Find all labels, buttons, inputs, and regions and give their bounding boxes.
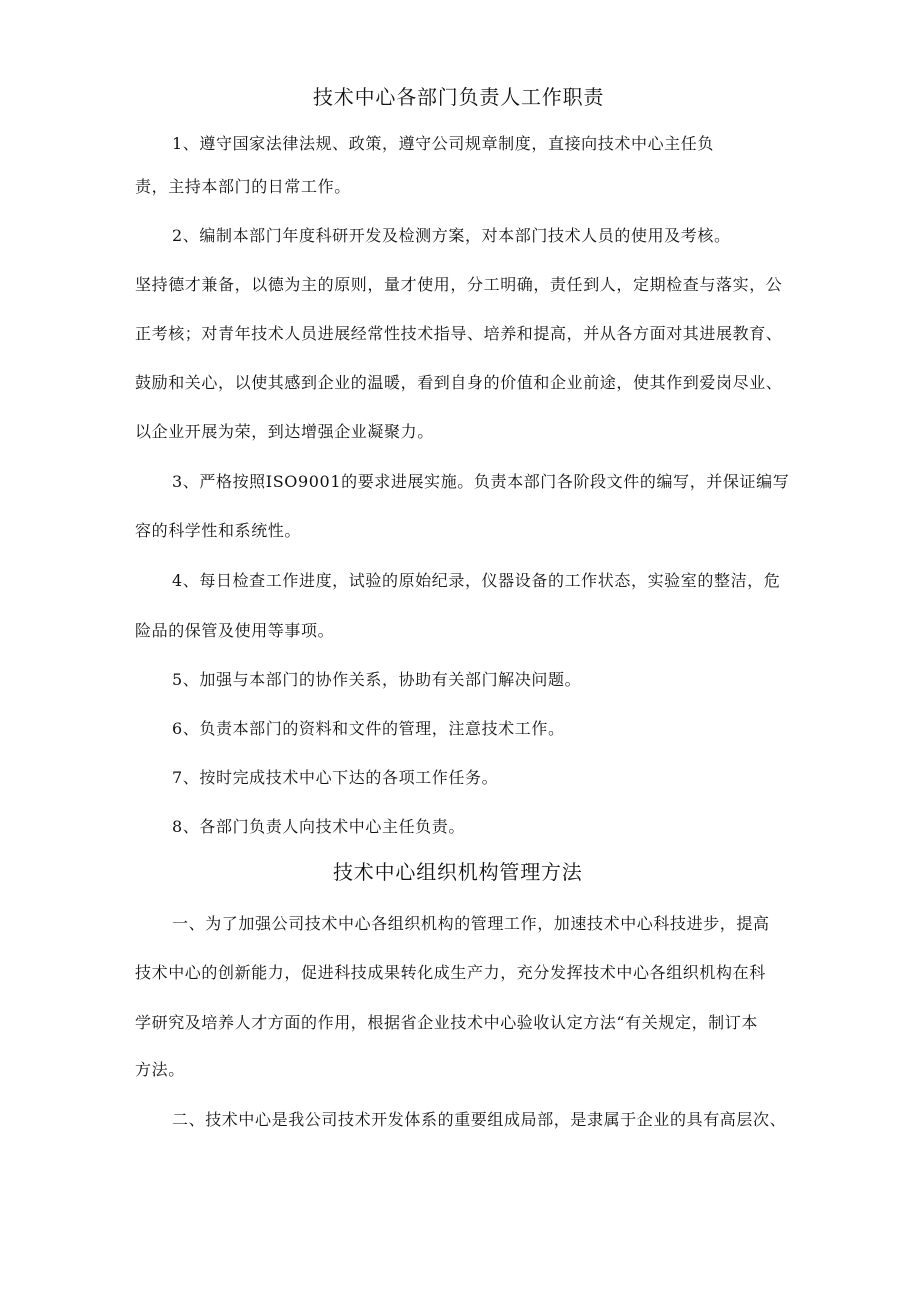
s1-item2-line5: 以企业开展为荣，到达增强企业凝聚力。 [135,422,434,441]
s1-item4-line2: 险品的保管及使用等事项。 [135,621,335,640]
s1-item1-line1: 1、遵守国家法律法规、政策，遵守公司规章制度，直接向技术中心主任负 [172,134,714,153]
s1-item2-line1: 2、编制本部门年度科研开发及检测方案，对本部门技术人员的使用及考核。 [172,226,731,245]
s1-item4-line1: 4、每日检查工作进度，试验的原始纪录，仪器设备的工作状态，实验室的整洁，危 [172,571,781,590]
s1-item2-line2: 坚持德才兼备，以德为主的原则，量才使用，分工明确，责任到人，定期检查与落实，公 [135,275,783,294]
s1-item2-line4: 鼓励和关心，以使其感到企业的温暖，看到自身的价值和企业前途，使其作到爱岗尽业、 [135,373,783,392]
s1-item1-line2: 责，主持本部门的日常工作。 [135,177,351,196]
s2-item1-line1: 一、为了加强公司技术中心各组织机构的管理工作，加速技术中心科技进步，提高 [172,914,770,933]
s1-item7: 7、按时完成技术中心下达的各项工作任务。 [172,768,499,787]
s2-item1-line3: 学研究及培养人才方面的作用，根据省企业技术中心验收认定方法“有关规定，制订本 [135,1013,758,1032]
s1-item8: 8、各部门负责人向技术中心主任负责。 [172,817,465,836]
s1-item3-line1: 3、严格按照ISO9001的要求进展实施。负责本部门各阶段文件的编写，并保证编写 [172,472,790,491]
s1-item2-line3: 正考核；对青年技术人员进展经常性技术指导、培养和提高，并从各方面对其进展教育、 [135,324,783,343]
s2-item1-line4: 方法。 [135,1060,185,1079]
s1-item3-line2: 容的科学性和系统性。 [135,521,302,540]
s2-item2-line1: 二、技术中心是我公司技术开发体系的重要组成局部，是隶属于企业的具有高层次、 [172,1110,787,1129]
section1-title: 技术中心各部门负责人工作职责 [313,85,605,109]
s1-item5: 5、加强与本部门的协作关系，协助有关部门解决问题。 [172,670,582,689]
section2-title: 技术中心组织机构管理方法 [333,860,583,884]
s2-item1-line2: 技术中心的创新能力，促进科技成果转化成生产力，充分发挥技术中心各组织机构在科 [135,963,766,982]
s1-item6: 6、负责本部门的资料和文件的管理，注意技术工作。 [172,719,565,738]
